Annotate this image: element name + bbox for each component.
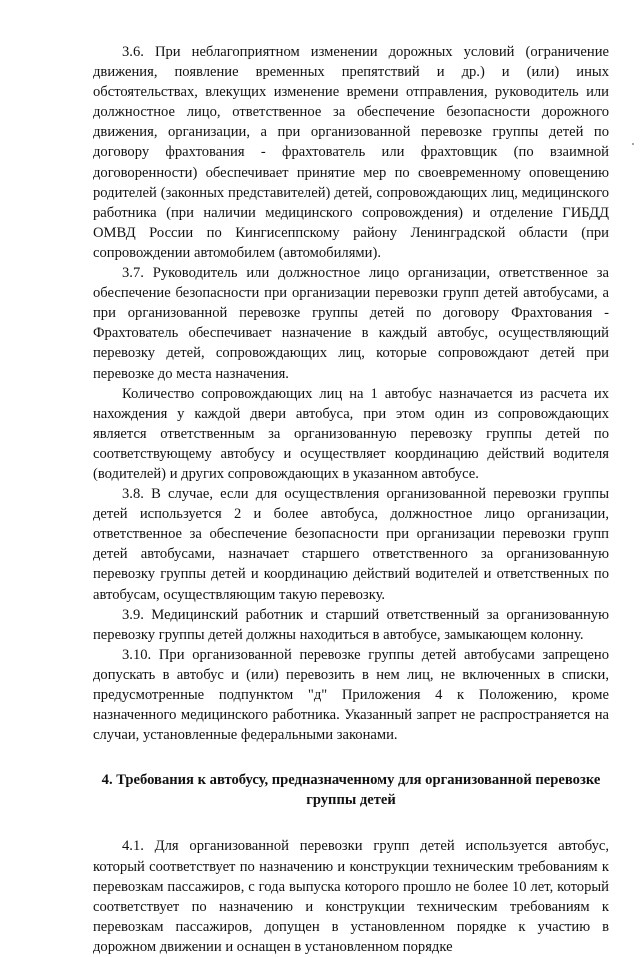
paragraph-3-10: 3.10. При организованной перевозке группы детей автобусами запрещено допускать в автобус и (или) перевозить в нем лиц, не включенных в списки, предусмотренные подпунктом "д" Приложения 4 к Положению, кроме назначенного медицинского работника. Указанный запрет не распространяется на случаи, установленные федеральными законами. [93, 646, 609, 744]
scan-speck [632, 143, 634, 145]
document-page [93, 42, 609, 957]
paragraph-3-7: 3.7. Руководитель или должностное лицо организации, ответственное за обеспечение безопасности при организации перевозки групп детей автобусами, а при организованной перевозке группы детей по договору Фрахтования - Фрахтователь обеспечивает назначение в каждый автобус, осуществляющий перевозку детей, сопровождающих лиц, которые сопровождают детей при перевозке до места назначения. [93, 265, 609, 382]
section-heading-4: 4. Требования к автобусу, предназначенному для организованной перевозке группы детей [101, 772, 601, 809]
paragraph-3-8: 3.8. В случае, если для осуществления организованной перевозки группы детей используется 2 и более автобуса, должностное лицо организации, ответственное за обеспечение безопасности при организации перевозки групп детей автобусами, назначает старшего ответственного за организованную перевозку группы детей и координацию действий водителей и ответственных по автобусам, осуществляющим такую перевозку. [93, 486, 609, 603]
paragraph-4-1: 4.1. Для организованной перевозки групп детей используется автобус, который соответствует по назначению и конструкции техническим требованиям к перевозкам пассажиров, с года выпуска которого прошло не более 10 лет, который соответствует по назначению и конструкции техническим требованиям к перевозкам пассажиров, допущен в установленном порядке к участию в дорожном движении и оснащен в установленном порядке [93, 838, 609, 955]
paragraph-3-6: 3.6. При неблагоприятном изменении дорожных условий (ограничение движения, появление временных препятствий и др.) и (или) иных обстоятельствах, влекущих изменение времени отправления, руководитель или должностное лицо, ответственное за обеспечение безопасности дорожного движения, организации, а при организованной перевозке группы детей по договору фрахтования - фрахтователь или фрахтовщик (по взаимной договоренности) обеспечивает принятие мер по своевременному оповещению родителей (законных представителей) детей, сопровождающих лиц, медицинского работника (при наличии медицинского сопровождения) и отделение ГИБДД ОМВД России по Кингисеппскому району Ленинградской области (при сопровождении автомобилем (автомобилями). [93, 44, 609, 261]
paragraph-3-9: 3.9. Медицинский работник и старший ответственный за организованную перевозку группы детей должны находиться в автобусе, замыкающем колонну. [93, 606, 609, 643]
paragraph-escort-count: Количество сопровождающих лиц на 1 автобус назначается из расчета их нахождения у каждой двери автобуса, при этом один из сопровождающих является ответственным за организованную перевозку группы детей по соответствующему автобусу и осуществляет координацию действий водителя (водителей) и других сопровождающих в указанном автобусе. [93, 385, 609, 482]
